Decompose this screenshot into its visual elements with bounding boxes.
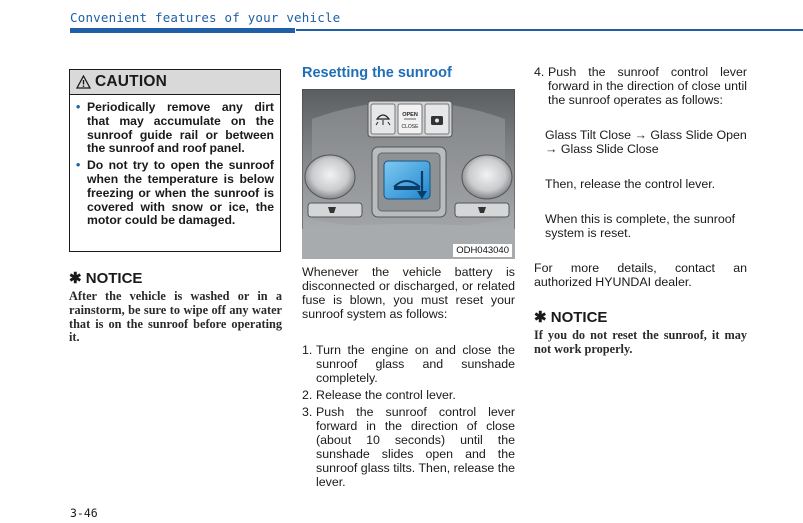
door-lamp-icon [431,116,443,125]
caution-item-text: Periodically remove any dirt that may accumulate on the sunroof guide rail or between the sunroof and roof panel. [87,100,274,156]
bullet-icon: • [76,100,81,114]
header-rule-left [70,28,295,33]
step-number: 3. [302,405,313,419]
notice-left-text: After the vehicle is washed or in a rainstorm, be sure to wipe off any water that is on the sunroof before operating it. [69,289,282,345]
step-text: Turn the engine on and close the sunroof glass and sunshade completely. [316,343,515,385]
section-title: Resetting the sunroof [302,65,452,81]
list-item [534,65,747,107]
page-number: 3-46 [70,506,98,520]
reset-intro: Whenever the vehicle battery is disconnected or discharged, or related fuse is blown, you must reset your sunroof system as follows: [302,265,515,321]
sunroof-console-figure [302,89,515,259]
list-item [302,343,515,385]
caution-box [69,69,281,252]
step-number: 4. [534,65,545,79]
step-number: 1. [302,343,313,357]
reset-steps-continued [534,65,747,110]
list-item [302,405,515,489]
step-number: 2. [302,388,313,402]
caution-header [70,70,280,95]
caution-list [70,95,280,228]
close-button-label: CLOSE [401,124,419,130]
sunroof-lever-icon [384,161,430,199]
reset-complete: When this is complete, the sunroof system is reset. [545,212,736,240]
caution-title: CAUTION [95,73,168,90]
step-text: Push the sunroof control lever forward in the direction of close until the sunroof operates as follows: [548,65,747,107]
step-text: Release the control lever. [316,388,456,402]
figure-code: ODH043040 [453,244,512,257]
notice-right-title: ✱ NOTICE [534,309,608,326]
overhead-console-illustration [302,89,515,259]
warning-triangle-icon [76,75,91,89]
notice-left-title: ✱ NOTICE [69,270,143,287]
bullet-icon: • [76,158,81,173]
caution-item [76,100,274,156]
reset-steps-list [302,343,515,492]
step-text: Push the sunroof control lever forward in the direction of close (about 10 seconds) until the sunshade slides open and the sunroof glass tilts. Then, release the lever. [316,405,515,489]
notice-right-text: If you do not reset the sunroof, it may not work properly. [534,328,747,356]
header-title: Convenient features of your vehicle [70,10,341,25]
caution-item-text: Do not try to open the sunroof when the temperature is below freezing or when the sunroof is covered with snow or ice, the motor could be damaged. [87,158,274,228]
reset-then: Then, release the control lever. [545,177,716,191]
reset-sequence: Glass Tilt Close → Glass Slide Open → Glass Slide Close [545,128,747,156]
dealer-contact: For more details, contact an authorized HYUNDAI dealer. [534,261,747,289]
caution-item [76,158,274,228]
header-rule-right [296,29,803,31]
list-item [302,388,515,402]
open-button-label: OPEN [402,112,418,118]
